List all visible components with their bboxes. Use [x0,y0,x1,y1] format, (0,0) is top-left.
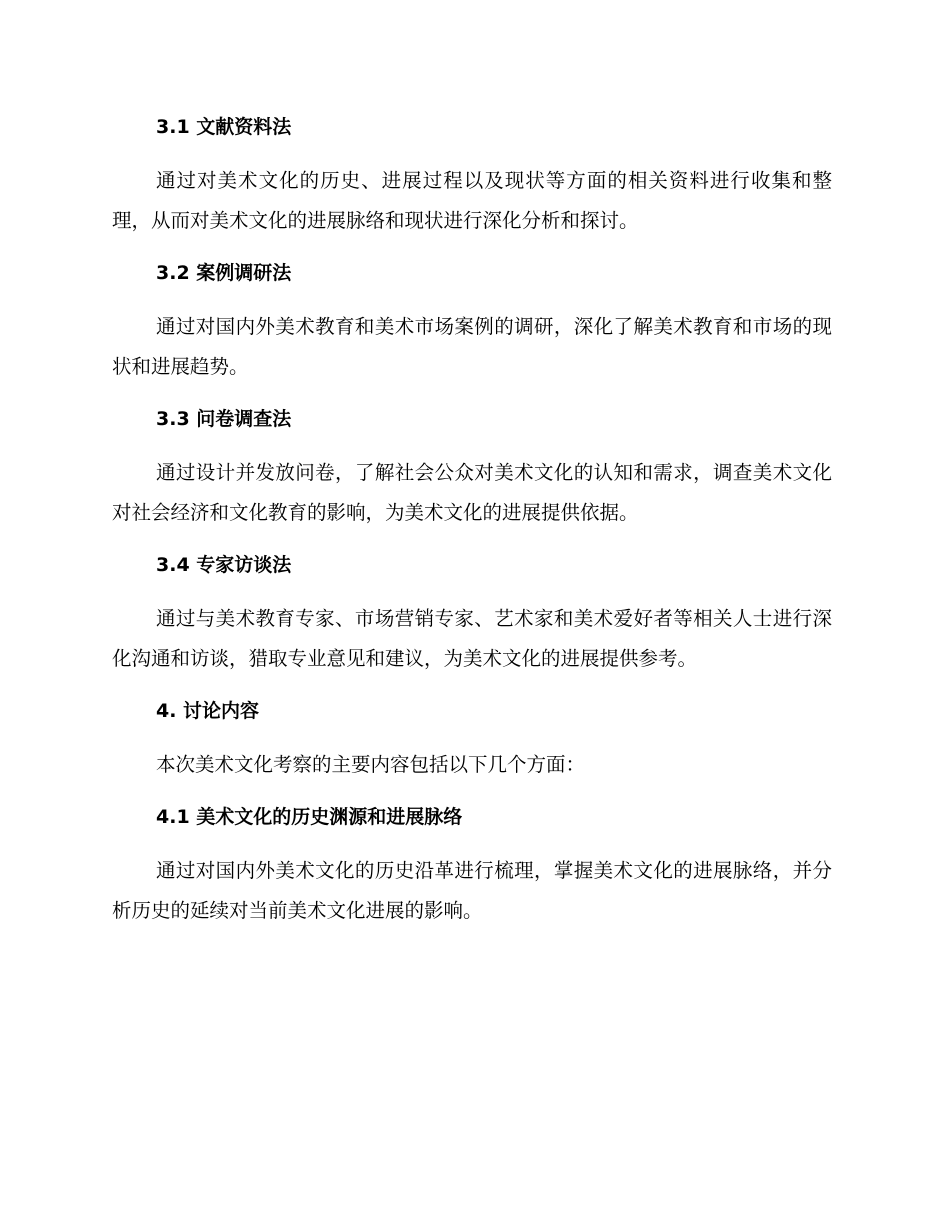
section-heading-4-1: 4.1 美术文化的历史渊源和进展脉络 [156,806,463,828]
section-heading-3-3: 3.3 问卷调查法 [156,408,292,430]
section-body-3-1: 通过对美术文化的历史、进展过程以及现状等方面的相关资料进行收集和整理，从而对美术文化的进展脉络和现状进行深化分析和探讨。 [112,169,832,232]
section-body-4-1: 通过对国内外美术文化的历史沿革进行梳理，掌握美术文化的进展脉络，并分析历史的延续对当前美术文化进展的影响。 [112,859,832,922]
section-body-4: 本次美术文化考察的主要内容包括以下几个方面： [156,753,586,776]
section-heading-3-4: 3.4 专家访谈法 [156,554,292,576]
section-heading-3-2: 3.2 案例调研法 [156,262,292,284]
section-body-3-2: 通过对国内外美术教育和美术市场案例的调研，深化了解美术教育和市场的现状和进展趋势。 [112,315,832,378]
section-heading-3-1: 3.1 文献资料法 [156,116,292,138]
document-page [112,108,832,931]
section-body-3-4: 通过与美术教育专家、市场营销专家、艺术家和美术爱好者等相关人士进行深化沟通和访谈，猎取专业意见和建议，为美术文化的进展提供参考。 [112,607,832,670]
section-body-3-3: 通过设计并发放问卷，了解社会公众对美术文化的认知和需求，调查美术文化对社会经济和文化教育的影响，为美术文化的进展提供依据。 [112,461,832,524]
section-heading-4: 4. 讨论内容 [156,700,260,722]
